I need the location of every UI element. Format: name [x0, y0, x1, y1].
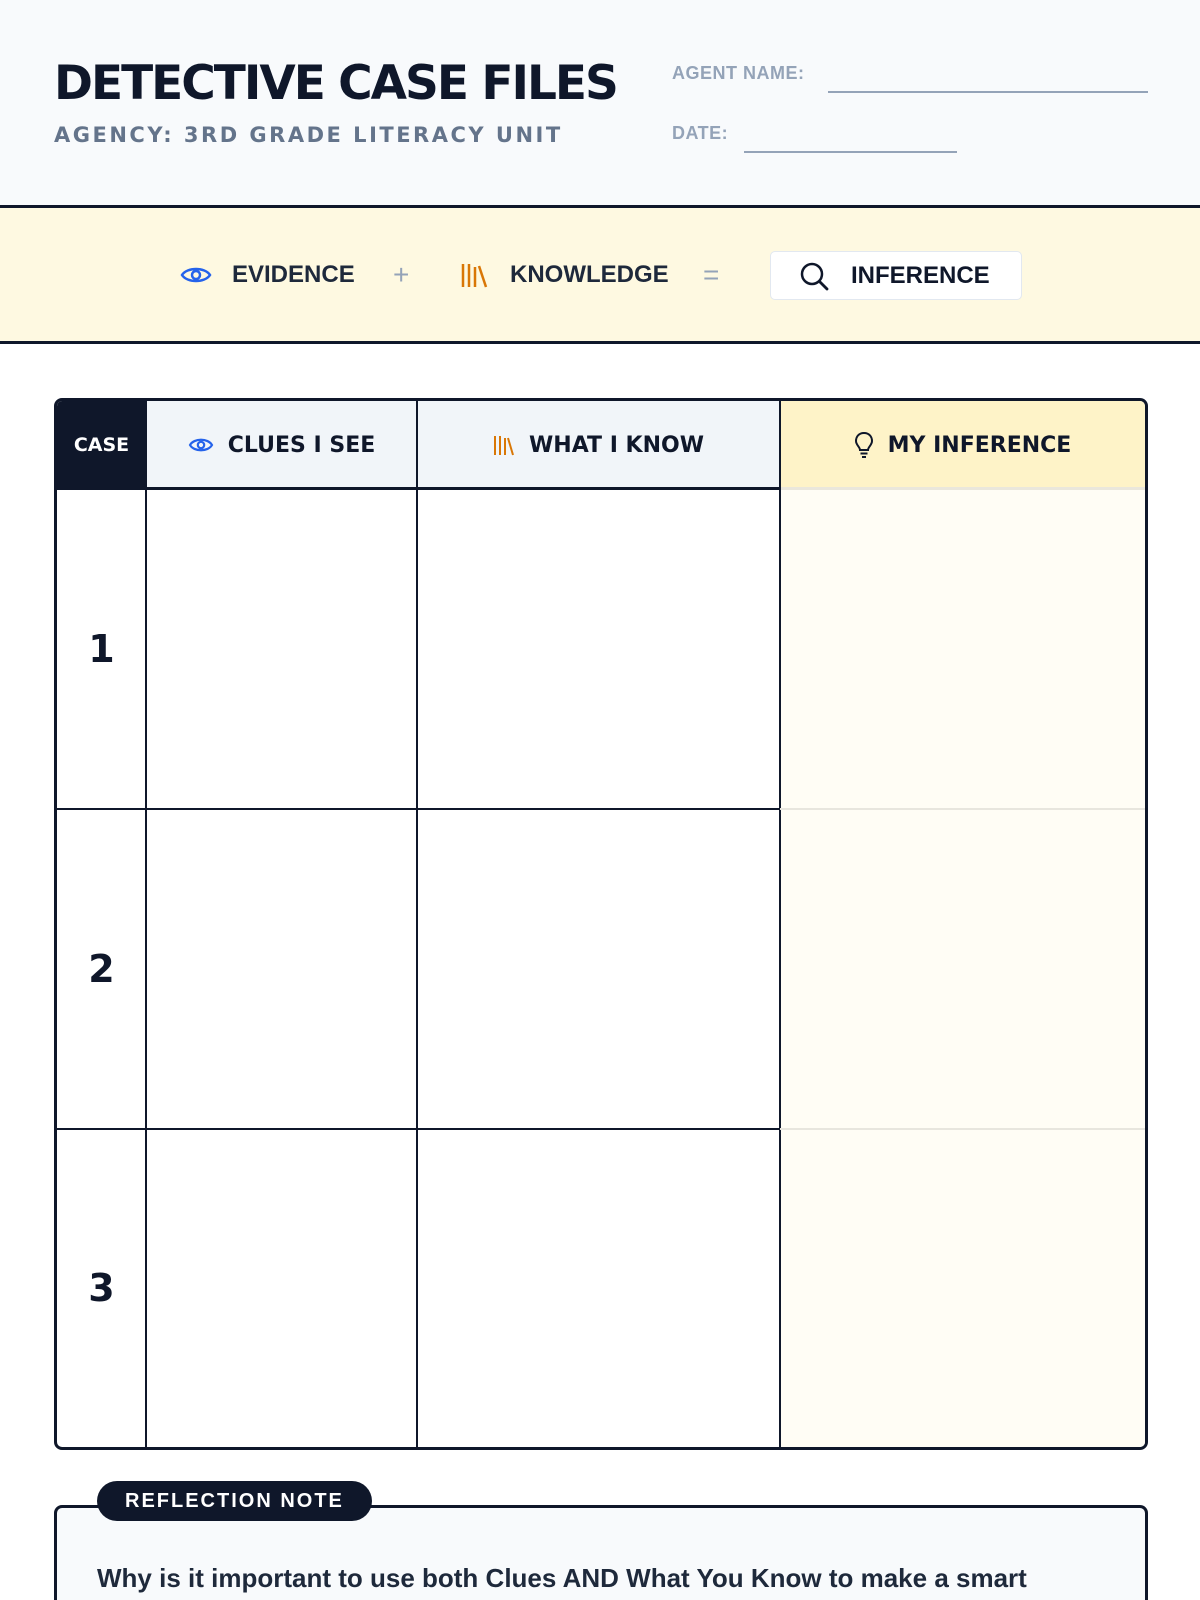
lightbulb-icon [854, 431, 874, 459]
header-know-label: WHAT I KNOW [529, 432, 704, 458]
header-divider [780, 487, 1145, 490]
case-2-clues-cell[interactable] [146, 809, 417, 1129]
reflection-tab: REFLECTION NOTE [97, 1481, 372, 1521]
header-clues [146, 401, 417, 489]
header-inference-label: MY INFERENCE [887, 432, 1072, 458]
evidence-label: EVIDENCE [232, 260, 355, 288]
agent-name-label: AGENT NAME: [672, 63, 805, 83]
case-2-inference-cell[interactable] [780, 809, 1145, 1129]
formula-knowledge [460, 208, 669, 341]
reflection-question: Why is it important to use both Clues AND What You Know to make a smart [97, 1563, 1027, 1593]
formula-evidence [180, 208, 355, 341]
eye-icon [180, 263, 212, 287]
column-divider [779, 401, 781, 1447]
date-line[interactable] [744, 151, 957, 153]
row-divider [57, 808, 780, 810]
row-divider [57, 1128, 780, 1130]
agent-name-line[interactable] [828, 91, 1148, 93]
plus-sign: + [393, 258, 410, 290]
case-1-clues-cell[interactable] [146, 489, 417, 809]
header-divider [57, 487, 780, 490]
row-divider [780, 1128, 1145, 1130]
column-divider [416, 401, 418, 1447]
books-icon [493, 434, 515, 456]
case-1-inference-cell[interactable] [780, 489, 1145, 809]
case-3-know-cell[interactable] [417, 1129, 780, 1447]
inference-label: INFERENCE [851, 261, 990, 289]
column-divider [145, 401, 147, 1447]
books-icon [460, 261, 488, 289]
case-number: 3 [88, 1266, 115, 1310]
header-case: CASE [57, 401, 146, 489]
case-1-know-cell[interactable] [417, 489, 780, 809]
case-3-clues-cell[interactable] [146, 1129, 417, 1447]
formula-inference-box [770, 251, 1022, 300]
header-clues-label: CLUES I SEE [227, 432, 376, 458]
date-label: DATE: [672, 123, 729, 143]
case-2-know-cell[interactable] [417, 809, 780, 1129]
page-title: DETECTIVE CASE FILES [54, 56, 617, 111]
row-divider [780, 808, 1145, 810]
header-inference [780, 401, 1145, 489]
knowledge-label: KNOWLEDGE [510, 260, 669, 288]
case-3-inference-cell[interactable] [780, 1129, 1145, 1447]
eye-icon [188, 435, 214, 455]
agency-subtitle: AGENCY: 3RD GRADE LITERACY UNIT [54, 123, 563, 147]
case-number: 2 [88, 947, 115, 991]
magnifier-icon [799, 261, 829, 291]
case-table [54, 398, 1148, 1450]
page-header [0, 0, 1200, 208]
case-number: 1 [88, 627, 115, 671]
header-know [417, 401, 780, 489]
equals-sign: = [703, 258, 720, 290]
